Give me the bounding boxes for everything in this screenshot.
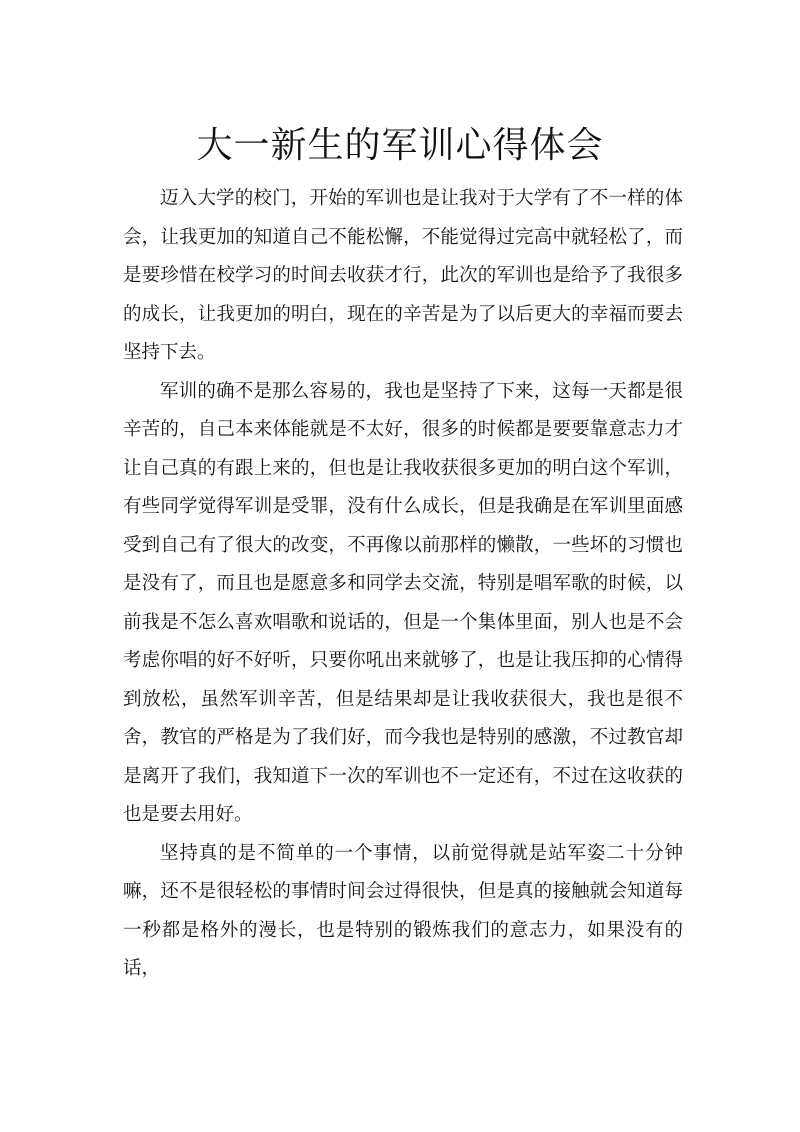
paragraph-1: 迈入大学的校门，开始的军训也是让我对于大学有了不一样的体会，让我更加的知道自己不能松懈，不能觉得过完高中就轻松了，而是要珍惜在校学习的时间去收获才行，此次的军训也是给予了我很多的成长，让我更加的明白，现在的辛苦是为了以后更大的幸福而要去坚持下去。 — [123, 188, 683, 363]
paragraph-3: 坚持真的是不简单的一个事情，以前觉得就是站军姿二十分钟嘛，还不是很轻松的事情时间会过得很快，但是真的接触就会知道每一秒都是格外的漫长，也是特别的锻炼我们的意志力，如果没有的话， — [123, 842, 683, 979]
paragraph-2: 军训的确不是那么容易的，我也是坚持了下来，这每一天都是很辛苦的，自己本来体能就是不太好，很多的时候都是要要靠意志力才让自己真的有跟上来的，但也是让我收获很多更加的明白这个军训，有些同学觉得军训是受罪，没有什么成长，但是我确是在军训里面感受到自己有了很大的改变，不再像以前那样的懒散，一些坏的习惯也是没有了，而且也是愿意多和同学去交流，特别是唱军歌的时候，以前我是不怎么喜欢唱歌和说话的，但是一个集体里面，别人也是不会考虑你唱的好不好听，只要你吼出来就够了，也是让我压抑的心情得到放松，虽然军训辛苦，但是结果却是让我收获很大，我也是很不舍，教官的严格是为了我们好，而今我也是特别的感激，不过教官却是离开了我们，我知道下一次的军训也不一定还有，不过在这收获的也是要去用好。 — [123, 380, 683, 825]
document-title: 大一新生的军训心得体会 — [196, 125, 604, 166]
document-body — [123, 180, 683, 989]
